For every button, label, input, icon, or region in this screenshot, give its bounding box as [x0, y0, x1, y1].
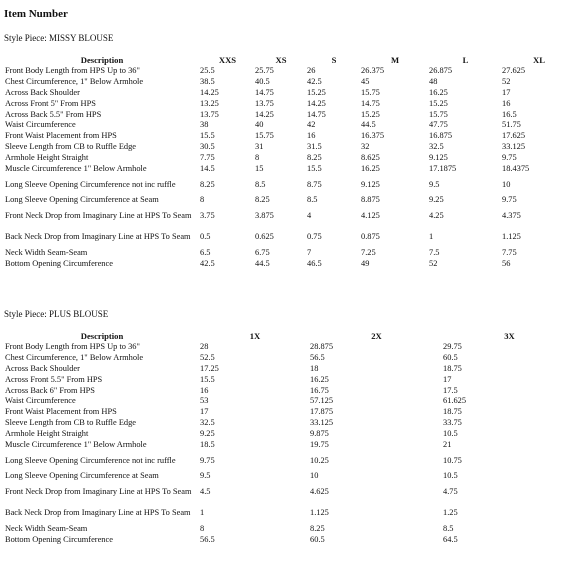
measurement-value: 7.75: [200, 152, 215, 162]
measurement-value: 9.75: [200, 455, 215, 465]
measurement-value: 44.5: [361, 120, 376, 130]
measurement-value: 9.75: [502, 152, 517, 162]
measurement-value: 17.1875: [429, 163, 457, 173]
measurement-description: Front Neck Drop from Imaginary Line at HPS To Seam: [5, 487, 192, 497]
measurement-description: Sleeve Length from CB to Ruffle Edge: [5, 142, 137, 152]
measurement-value: 10.5: [443, 471, 458, 481]
measurement-value: 9.75: [502, 195, 517, 205]
measurement-value: 16.25: [310, 374, 329, 384]
measurement-value: 9.5: [429, 179, 440, 189]
measurement-value: 9.125: [429, 152, 448, 162]
table-row: [4, 363, 576, 374]
measurement-value: 18.5: [200, 439, 215, 449]
measurement-value: 42.5: [200, 259, 215, 269]
measurement-value: 60.5: [443, 353, 458, 363]
measurement-value: 17: [200, 407, 209, 417]
measurement-value: 56.5: [310, 353, 325, 363]
table-row: [4, 407, 576, 418]
table-row: [4, 141, 576, 152]
measurement-description: Across Back 6" From HPS: [5, 385, 95, 395]
measurement-value: 25.5: [200, 66, 215, 76]
measurement-value: 15.75: [429, 109, 448, 119]
measurement-value: 45: [361, 77, 370, 87]
table-row: [4, 342, 576, 353]
measurement-value: 8.875: [361, 195, 380, 205]
measurement-value: 8.5: [443, 524, 454, 534]
measurement-value: 17: [443, 374, 452, 384]
table-row: [4, 174, 576, 195]
measurement-value: 61.625: [443, 396, 467, 406]
measurement-value: 56: [502, 259, 511, 269]
measurement-value: 53: [200, 396, 209, 406]
measurement-value: 15.5: [200, 374, 215, 384]
measurement-value: 17.5: [443, 385, 458, 395]
table-row: [4, 66, 576, 77]
measurement-description: Long Sleeve Opening Circumference not inc ruffle: [5, 179, 176, 189]
measurement-value: 16.375: [361, 131, 385, 141]
measurement-value: 14.75: [307, 109, 326, 119]
measurement-value: 40: [255, 120, 264, 130]
measurement-value: 15.5: [307, 163, 322, 173]
measurement-value: 26.375: [361, 66, 385, 76]
table-row: [4, 385, 576, 396]
size-header: M: [390, 55, 400, 66]
measurement-value: 46.5: [307, 259, 322, 269]
measurement-value: 8.25: [310, 524, 325, 534]
measurement-description: Across Back Shoulder: [5, 88, 80, 98]
measurement-value: 15.75: [361, 88, 380, 98]
measurement-value: 8.25: [255, 195, 270, 205]
size-header: L: [462, 55, 469, 66]
measurement-value: 29.75: [443, 342, 462, 352]
measurement-value: 17.25: [200, 364, 219, 374]
measurement-description: Muscle Circumference 1" Below Armhole: [5, 439, 147, 449]
measurement-value: 13.75: [255, 98, 274, 108]
measurement-value: 31: [255, 142, 264, 152]
table-row: [4, 353, 576, 364]
measurement-value: 14.75: [361, 98, 380, 108]
measurement-value: 8: [255, 152, 260, 162]
measurement-value: 32.5: [429, 142, 444, 152]
table-row: [4, 428, 576, 439]
measurement-value: 10: [502, 179, 511, 189]
measurement-value: 32.5: [200, 418, 215, 428]
measurement-value: 56.5: [200, 535, 215, 545]
measurement-value: 4.5: [200, 487, 211, 497]
measurement-value: 16.875: [429, 131, 453, 141]
measurement-value: 13.75: [200, 109, 219, 119]
size-header: S: [331, 55, 337, 66]
measurement-description: Across Back Shoulder: [5, 364, 80, 374]
measurement-value: 48: [429, 77, 438, 87]
table-row: [4, 524, 576, 535]
measurement-value: 33.75: [443, 418, 462, 428]
size-header: XL: [533, 55, 545, 66]
measurement-value: 16: [200, 385, 209, 395]
measurement-value: 8: [200, 524, 205, 534]
table-row: [4, 152, 576, 163]
measurement-value: 33.125: [310, 418, 334, 428]
size-header: 2X: [371, 331, 382, 342]
measurement-value: 16: [307, 131, 316, 141]
table-row: [4, 417, 576, 428]
measurement-value: 7.75: [502, 248, 517, 258]
measurement-value: 18: [310, 364, 319, 374]
measurement-value: 3.75: [200, 211, 215, 221]
table-row: [4, 439, 576, 450]
measurement-value: 44.5: [255, 259, 270, 269]
table-row: [4, 248, 576, 259]
measurement-value: 38: [200, 120, 209, 130]
measurement-value: 21: [443, 439, 452, 449]
measurement-value: 60.5: [310, 535, 325, 545]
measurement-value: 52: [429, 259, 438, 269]
size-header: 3X: [504, 331, 515, 342]
measurement-value: 15.25: [361, 109, 380, 119]
measurement-description: Armhole Height Straight: [5, 152, 89, 162]
measurement-value: 33.125: [502, 142, 526, 152]
measurement-value: 15.5: [200, 131, 215, 141]
measurement-value: 0.75: [307, 232, 322, 242]
measurement-value: 38.5: [200, 77, 215, 87]
measurement-value: 19.75: [310, 439, 329, 449]
measurement-description: Across Front 5" From HPS: [5, 98, 96, 108]
measurement-value: 1: [200, 508, 205, 518]
table-row: [4, 98, 576, 109]
measurement-description: Front Neck Drop from Imaginary Line at HPS To Seam: [5, 211, 192, 221]
measurement-value: 1.125: [502, 232, 521, 242]
measurement-value: 47.75: [429, 120, 448, 130]
measurement-description: Armhole Height Straight: [5, 428, 89, 438]
measurement-value: 1.125: [310, 508, 329, 518]
measurement-value: 52.5: [200, 353, 215, 363]
table-row: [4, 206, 576, 227]
table-header-row: [4, 55, 576, 66]
measurement-value: 9.875: [310, 428, 329, 438]
measurement-value: 40.5: [255, 77, 270, 87]
measurement-value: 17.625: [502, 131, 526, 141]
measurement-value: 7.25: [361, 248, 376, 258]
page-title: Item Number: [4, 8, 68, 20]
measurement-value: 51.75: [502, 120, 521, 130]
size-header: 1X: [249, 331, 261, 342]
table-row: [4, 534, 576, 545]
measurement-description: Chest Circumference, 1" Below Armhole: [5, 77, 144, 87]
measurement-value: 9.25: [429, 195, 444, 205]
measurement-value: 26.875: [429, 66, 453, 76]
measurement-description: Front Body Length from HPS Up to 36": [5, 342, 140, 352]
measurement-value: 6.5: [200, 248, 211, 258]
table-row: [4, 120, 576, 131]
measurement-value: 18.4375: [502, 163, 530, 173]
measurement-description: Waist Circumference: [5, 396, 76, 406]
measurement-value: 4.75: [443, 487, 458, 497]
table-row: [4, 450, 576, 471]
measurement-value: 0.875: [361, 232, 380, 242]
measurement-value: 18.75: [443, 407, 462, 417]
measurement-value: 9.125: [361, 179, 380, 189]
measurement-value: 57.125: [310, 396, 334, 406]
table-row: [4, 109, 576, 120]
size-header: XS: [275, 55, 287, 66]
measurement-value: 16: [502, 98, 511, 108]
table-row: [4, 396, 576, 407]
measurement-value: 4.25: [429, 211, 444, 221]
table-row: [4, 77, 576, 88]
measurement-value: 1: [429, 232, 434, 242]
measurement-description: Front Body Length from HPS Up to 36": [5, 66, 140, 76]
measurement-value: 64.5: [443, 535, 458, 545]
measurement-description: Long Sleeve Opening Circumference at Seam: [5, 195, 159, 205]
table-row: [4, 131, 576, 142]
measurement-value: 8.75: [307, 179, 322, 189]
measurement-value: 17: [502, 88, 511, 98]
measurement-value: 9.5: [200, 471, 211, 481]
measurement-description: Long Sleeve Opening Circumference at Seam: [5, 471, 159, 481]
table-row: [4, 482, 576, 503]
measurement-description: Sleeve Length from CB to Ruffle Edge: [5, 418, 137, 428]
measurement-value: 14.25: [307, 98, 326, 108]
measurement-value: 8.625: [361, 152, 380, 162]
measurement-description: Waist Circumference: [5, 120, 76, 130]
table-row: [4, 503, 576, 524]
measurement-value: 26: [307, 66, 316, 76]
measurement-value: 4.625: [310, 487, 329, 497]
missy-size-table: [4, 55, 576, 269]
measurement-value: 10.75: [443, 455, 462, 465]
measurement-value: 8.5: [307, 195, 318, 205]
measurement-value: 13.25: [200, 98, 219, 108]
measurement-description: Long Sleeve Opening Circumference not inc ruffle: [5, 455, 176, 465]
measurement-value: 10: [310, 471, 319, 481]
table-row: [4, 471, 576, 482]
missy-style-label: Style Piece: MISSY BLOUSE: [4, 33, 114, 43]
measurement-value: 16.75: [310, 385, 329, 395]
measurement-value: 15.75: [255, 131, 274, 141]
measurement-value: 4.375: [502, 211, 521, 221]
measurement-value: 8.5: [255, 179, 266, 189]
table-row: [4, 195, 576, 206]
measurement-description: Neck Width Seam-Seam: [5, 524, 88, 534]
measurement-value: 14.25: [255, 109, 274, 119]
table-row: [4, 163, 576, 174]
measurement-value: 4: [307, 211, 312, 221]
measurement-value: 28.875: [310, 342, 334, 352]
measurement-description: Bottom Opening Circumference: [5, 535, 113, 545]
measurement-description: Front Waist Placement from HPS: [5, 131, 117, 141]
table-row: [4, 227, 576, 248]
measurement-value: 6.75: [255, 248, 270, 258]
measurement-value: 7: [307, 248, 312, 258]
measurement-description: Muscle Circumference 1" Below Armhole: [5, 163, 147, 173]
measurement-value: 17.875: [310, 407, 334, 417]
measurement-value: 16.5: [502, 109, 517, 119]
measurement-value: 49: [361, 259, 370, 269]
measurement-value: 14.5: [200, 163, 215, 173]
measurement-value: 8.25: [200, 179, 215, 189]
measurement-description: Neck Width Seam-Seam: [5, 248, 88, 258]
measurement-value: 7.5: [429, 248, 440, 258]
measurement-value: 28: [200, 342, 209, 352]
measurement-value: 32: [361, 142, 370, 152]
measurement-value: 42: [307, 120, 316, 130]
measurement-description: Chest Circumference, 1" Below Armhole: [5, 353, 144, 363]
measurement-value: 14.75: [255, 88, 274, 98]
measurement-value: 0.5: [200, 232, 211, 242]
plus-size-table: [4, 331, 576, 545]
description-header: Description: [80, 331, 124, 342]
measurement-value: 0.625: [255, 232, 274, 242]
size-header: XXS: [218, 55, 237, 66]
measurement-value: 16.25: [361, 163, 380, 173]
measurement-description: Across Back 5.5" From HPS: [5, 109, 102, 119]
measurement-value: 52: [502, 77, 511, 87]
measurement-description: Front Waist Placement from HPS: [5, 407, 117, 417]
table-row: [4, 258, 576, 269]
measurement-value: 8: [200, 195, 205, 205]
measurement-value: 25.75: [255, 66, 274, 76]
measurement-value: 14.25: [200, 88, 219, 98]
measurement-value: 4.125: [361, 211, 380, 221]
measurement-value: 15.25: [429, 98, 448, 108]
table-row: [4, 374, 576, 385]
measurement-value: 9.25: [200, 428, 215, 438]
description-header: Description: [80, 55, 124, 66]
measurement-description: Bottom Opening Circumference: [5, 259, 113, 269]
measurement-value: 1.25: [443, 508, 458, 518]
measurement-value: 3.875: [255, 211, 274, 221]
measurement-value: 16.25: [429, 88, 448, 98]
measurement-value: 15.25: [307, 88, 326, 98]
measurement-value: 8.25: [307, 152, 322, 162]
measurement-value: 30.5: [200, 142, 215, 152]
measurement-value: 10.25: [310, 455, 329, 465]
measurement-value: 18.75: [443, 364, 462, 374]
table-header-row: [4, 331, 576, 342]
measurement-description: Across Front 5.5" From HPS: [5, 374, 103, 384]
plus-style-label: Style Piece: PLUS BLOUSE: [4, 309, 109, 319]
measurement-description: Back Neck Drop from Imaginary Line at HPS To Seam: [5, 508, 191, 518]
measurement-value: 31.5: [307, 142, 322, 152]
measurement-value: 42.5: [307, 77, 322, 87]
measurement-value: 27.625: [502, 66, 526, 76]
measurement-value: 10.5: [443, 428, 458, 438]
table-row: [4, 87, 576, 98]
measurement-description: Back Neck Drop from Imaginary Line at HPS To Seam: [5, 232, 191, 242]
measurement-value: 15: [255, 163, 264, 173]
